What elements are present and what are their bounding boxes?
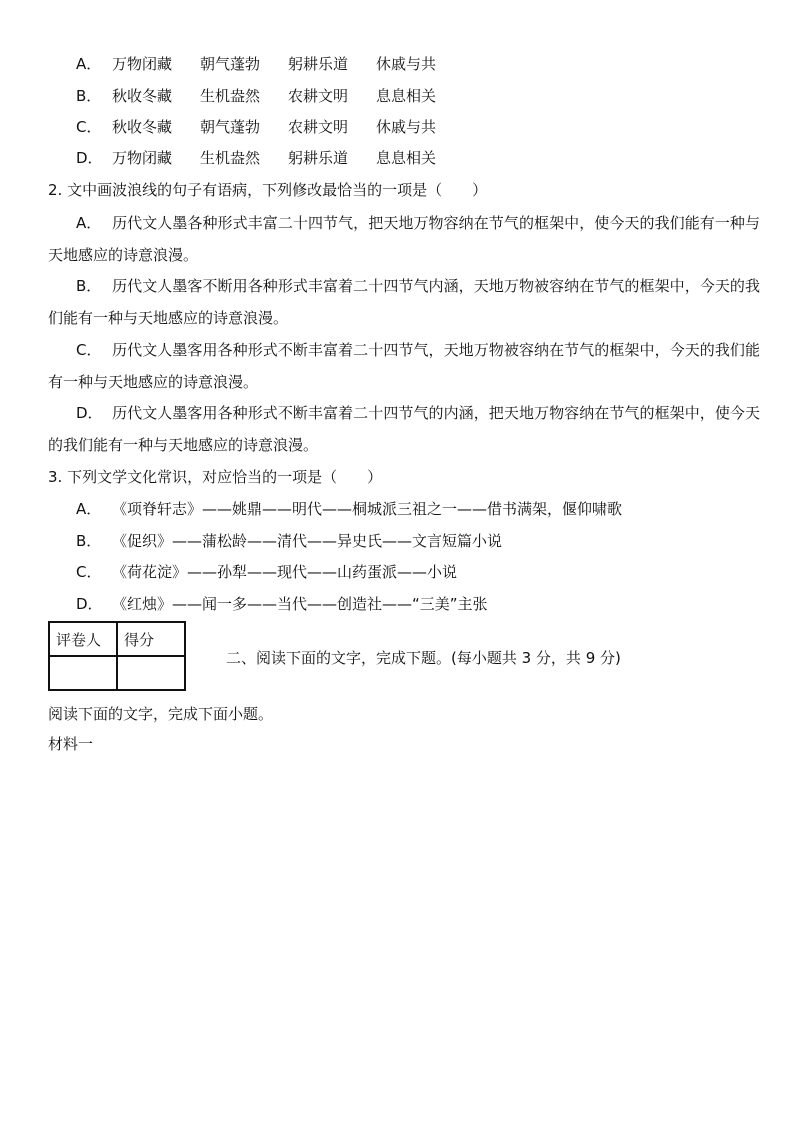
score-table — [48, 621, 186, 691]
option-item: 躬耕乐道 — [288, 149, 349, 167]
option-item: 朝气蓬勃 — [200, 55, 261, 73]
score-cell[interactable] — [117, 656, 185, 690]
section2-intro: 阅读下面的文字，完成下面小题。 — [48, 705, 274, 723]
option-letter: D． — [76, 149, 103, 167]
option-item: 休戚与共 — [376, 118, 437, 136]
q3-option-c — [76, 561, 457, 583]
q2-stem: 2. 文中画波浪线的句子有语病，下列修改最恰当的一项是（ ） — [48, 181, 488, 199]
option-item: 秋收冬藏 — [112, 118, 173, 136]
option-letter: A． — [76, 500, 102, 518]
option-item: 息息相关 — [376, 87, 437, 105]
option-item: 农耕文明 — [288, 118, 349, 136]
option-text: 《促织》——蒲松龄——清代——异史氏——文言短篇小说 — [112, 532, 503, 550]
section2-heading: 二、阅读下面的文字，完成下题。(每小题共 3 分，共 9 分) — [226, 649, 621, 667]
option-letter: A． — [76, 214, 102, 232]
q3-option-d — [76, 593, 488, 615]
option-item: 秋收冬藏 — [112, 87, 173, 105]
q3-option-b — [76, 530, 502, 552]
reviewer-cell[interactable] — [49, 656, 117, 690]
option-item: 生机盎然 — [200, 149, 261, 167]
q2-option-b — [48, 270, 760, 334]
option-letter: B． — [76, 532, 102, 550]
option-text: 历代文人墨客用各种形式不断丰富着二十四节气的内涵，把天地万物容纳在节气的框架中，使今天的我们能有一种与天地感应的诗意浪漫。 — [48, 404, 760, 454]
option-text: 历代文人墨客不断用各种形式丰富着二十四节气内涵，天地万物被容纳在节气的框架中，今天的我们能有一种与天地感应的诗意浪漫。 — [48, 277, 760, 327]
option-item: 农耕文明 — [288, 87, 349, 105]
option-text: 《荷花淀》——孙犁——现代——山药蛋派——小说 — [112, 563, 458, 581]
option-text: 《红烛》——闻一多——当代——创造社——“三美”主张 — [112, 595, 488, 613]
option-item: 万物闭藏 — [112, 55, 173, 73]
option-letter: D． — [76, 404, 103, 422]
option-letter: C． — [76, 563, 102, 581]
q3-option-a — [76, 498, 622, 520]
option-letter: C． — [76, 341, 102, 359]
option-text: 历代文人墨各种形式丰富二十四节气，把天地万物容纳在节气的框架中，使今天的我们能有一种与天地感应的诗意浪漫。 — [48, 214, 760, 264]
option-item: 生机盎然 — [200, 87, 261, 105]
material-label: 材料一 — [48, 735, 94, 753]
q1-option-c — [76, 116, 464, 138]
option-item: 息息相关 — [376, 149, 437, 167]
q2-option-a — [48, 207, 760, 271]
score-header: 得分 — [117, 622, 185, 656]
q1-option-a — [76, 53, 464, 75]
q1-option-b — [76, 85, 464, 107]
option-item: 躬耕乐道 — [288, 55, 349, 73]
option-letter: C． — [76, 118, 102, 136]
option-text: 《项脊轩志》——姚鼎——明代——桐城派三祖之一——借书满架，偃仰啸歌 — [112, 500, 623, 518]
q2-option-d — [48, 397, 760, 461]
q3-stem: 3. 下列文学文化常识，对应恰当的一项是（ ） — [48, 468, 383, 486]
option-letter: B． — [76, 277, 102, 295]
option-item: 休戚与共 — [376, 55, 437, 73]
q1-option-d — [76, 147, 464, 169]
reviewer-header: 评卷人 — [49, 622, 117, 656]
option-text: 历代文人墨客用各种形式不断丰富着二十四节气，天地万物被容纳在节气的框架中，今天的我们能有一种与天地感应的诗意浪漫。 — [48, 341, 760, 391]
option-item: 万物闭藏 — [112, 149, 173, 167]
option-item: 朝气蓬勃 — [200, 118, 261, 136]
option-letter: A． — [76, 55, 102, 73]
q2-option-c — [48, 334, 760, 398]
option-letter: B． — [76, 87, 102, 105]
option-letter: D． — [76, 595, 103, 613]
